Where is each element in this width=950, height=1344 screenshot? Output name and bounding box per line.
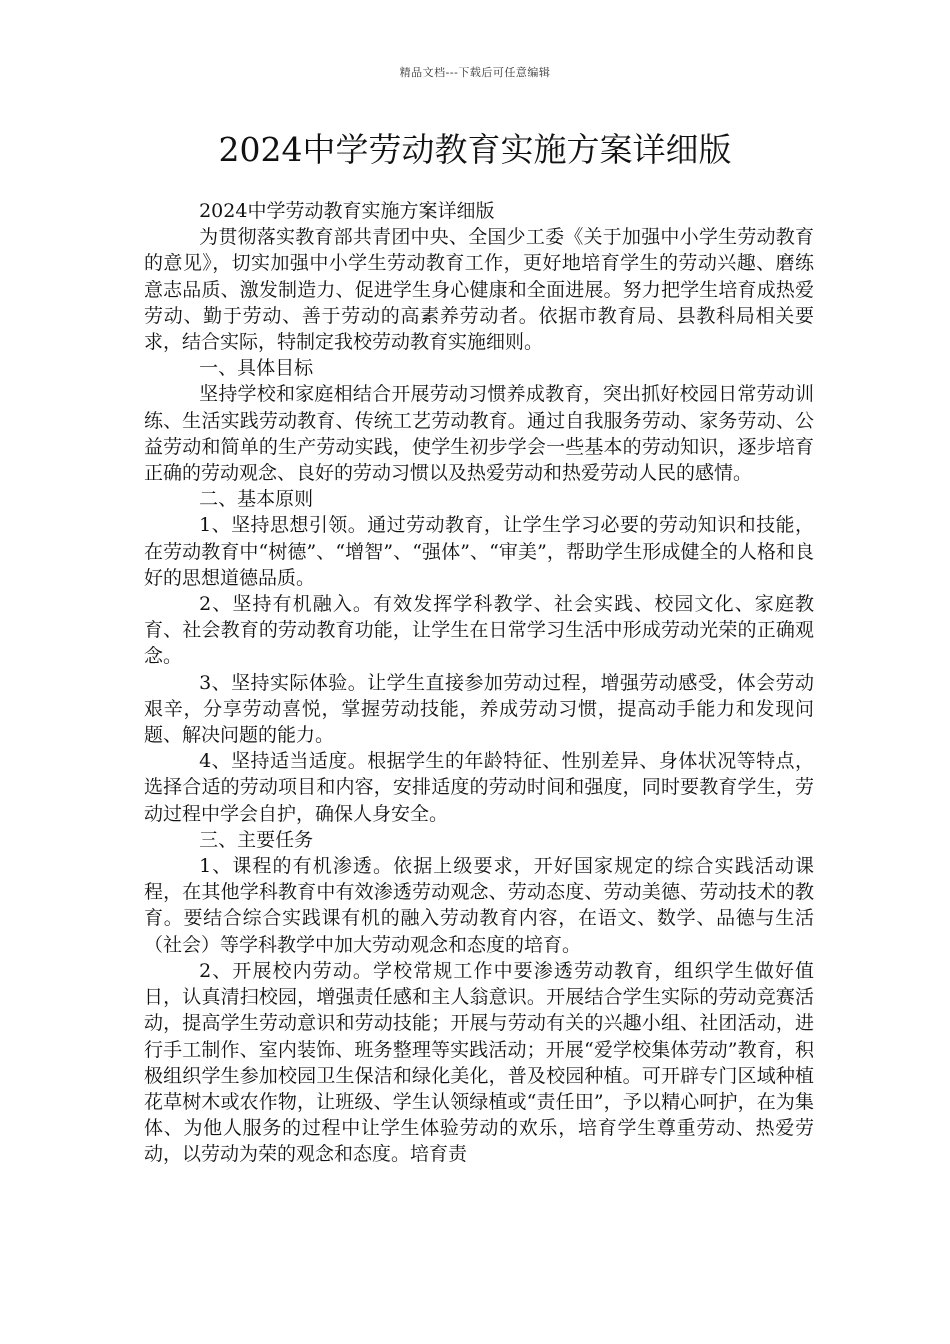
paragraph-principle-2: 2、坚持有机融入。有效发挥学科教学、社会实践、校园文化、家庭教育、社会教育的劳动教育功能，让学生在日常学习生活中形成劳动光荣的正确观念。 — [144, 593, 814, 668]
section-heading-tasks: 三、主要任务 — [199, 828, 314, 851]
paragraph-task-1: 1、课程的有机渗透。依据上级要求，开好国家规定的综合实践活动课程，在其他学科教育中有效渗透劳动观念、劳动态度、劳动美德、劳动技术的教育。要结合综合实践课有机的融入劳动教育内容，在语文、数学、品德与生活（社会）等学科教学中加大劳动观念和态度的培育。 — [144, 855, 814, 956]
section-heading-goals: 一、具体目标 — [199, 357, 314, 380]
paragraph-principle-4: 4、坚持适当适度。根据学生的年龄特征、性别差异、身体状况等特点，选择合适的劳动项目和内容，安排适度的劳动时间和强度，同时要教育学生，劳动过程中学会自护，确保人身安全。 — [144, 750, 814, 825]
paragraph-subtitle: 2024中学劳动教育实施方案详细版 — [199, 200, 495, 222]
paragraph-goals: 坚持学校和家庭相结合开展劳动习惯养成教育，突出抓好校园日常劳动训练、生活实践劳动教育、传统工艺劳动教育。通过自我服务劳动、家务劳动、公益劳动和简单的生产劳动实践，使学生初步学会一些基本的劳动知识，逐步培育正确的劳动观念、良好的劳动习惯以及热爱劳动和热爱劳动人民的感情。 — [144, 383, 814, 485]
paragraph-principle-3: 3、坚持实际体验。让学生直接参加劳动过程，增强劳动感受，体会劳动艰辛，分享劳动喜悦，掌握劳动技能，养成劳动习惯，提高动手能力和发现问题、解决问题的能力。 — [144, 671, 814, 747]
paragraph-principle-1: 1、坚持思想引领。通过劳动教育，让学生学习必要的劳动知识和技能，在劳动教育中“树德”、“增智”、“强体”、“审美”，帮助学生形成健全的人格和良好的思想道德品质。 — [144, 514, 814, 589]
header-note: 精品文档---下载后可任意编辑 — [399, 66, 551, 79]
paragraph-task-2: 2、开展校内劳动。学校常规工作中要渗透劳动教育，组织学生做好值日，认真清扫校园，增强责任感和主人翁意识。开展结合学生实际的劳动竞赛活动，提高学生劳动意识和劳动技能；开展与劳动有关的兴趣小组、社团活动，进行手工制作、室内装饰、班务整理等实践活动；开展“爱学校集体劳动”教育，积极组织学生参加校园卫生保洁和绿化美化，普及校园种植。可开辟专门区域种植花草树木或农作物，让班级、学生认领绿植或“责任田”，予以精心呵护，在为集体、为他人服务的过程中让学生体验劳动的欢乐，培育学生尊重劳动、热爱劳动，以劳动为荣的观念和态度。培育责 — [144, 959, 814, 1166]
section-heading-principles: 二、基本原则 — [199, 488, 314, 511]
document-body — [144, 198, 814, 1168]
document-title: 2024中学劳动教育实施方案详细版 — [218, 130, 732, 169]
paragraph-intro: 为贯彻落实教育部共青团中央、全国少工委《关于加强中小学生劳动教育的意见》，切实加强中小学生劳动教育工作，更好地培育学生的劳动兴趣、磨练意志品质、激发制造力、促进学生身心健康和全面进展。努力把学生培育成热爱劳动、勤于劳动、善于劳动的高素养劳动者。依据市教育局、县教科局相关要求，结合实际，特制定我校劳动教育实施细则。 — [144, 226, 814, 354]
